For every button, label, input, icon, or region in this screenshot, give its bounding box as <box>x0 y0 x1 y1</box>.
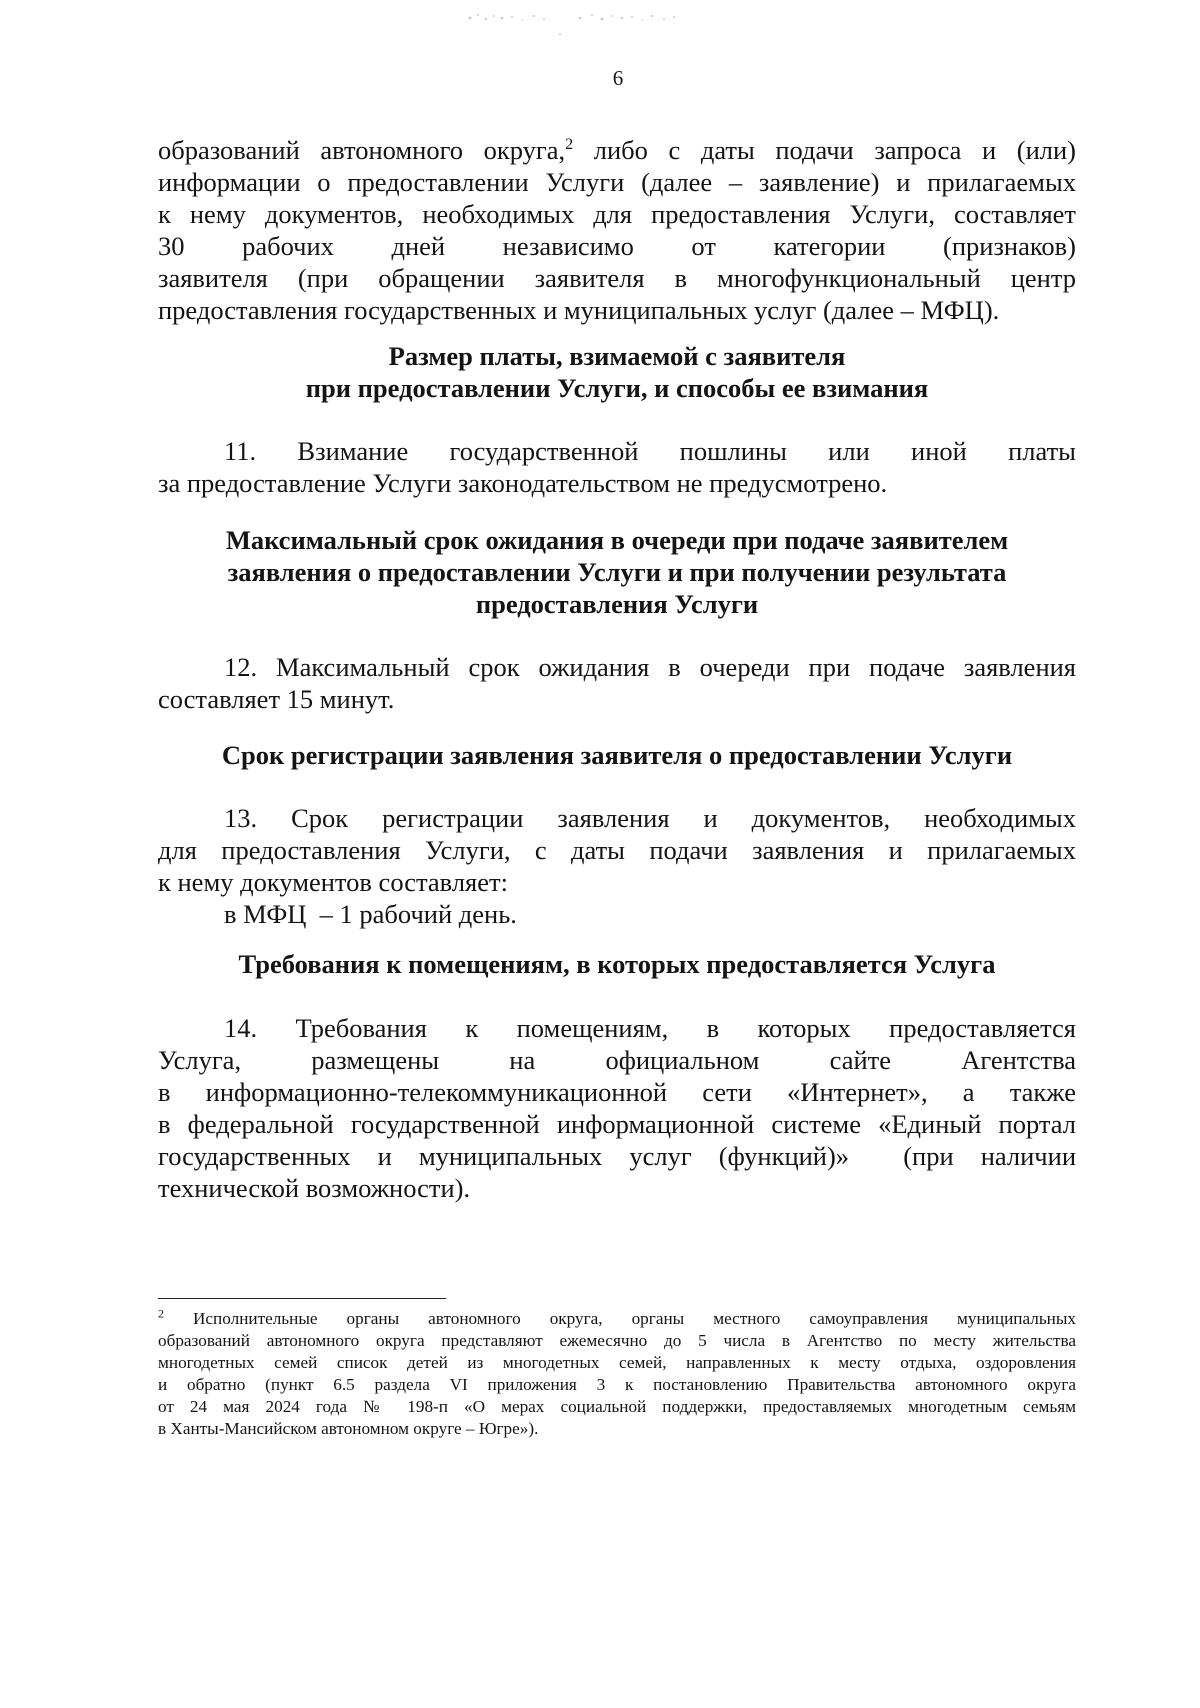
footnote-line-1-text: Исполнительные органы автономного округа, органы местного самоуправления муниципальных <box>164 1309 1076 1328</box>
paragraph-13-line-3: к нему документов составляет: <box>158 867 508 897</box>
intro-line-6: предоставления государственных и муниципальных услуг (далее – МФЦ). <box>158 295 1000 325</box>
heading-queue-line-3: предоставления Услуги <box>475 589 759 619</box>
intro-paragraph <box>158 134 1076 326</box>
intro-line-1 <box>158 134 1076 166</box>
paragraph-12-line-1: 12. Максимальный срок ожидания в очереди при подаче заявления <box>224 652 1076 682</box>
intro-line-2: информации о предоставлении Услуги (далее – заявление) и прилагаемых <box>158 167 1076 197</box>
paragraph-14 <box>158 1012 1076 1204</box>
section-heading-fee <box>158 340 1076 404</box>
footnote-line-2: образований автономного округа представляют ежемесячно до 5 числа в Агентство по месту жительства <box>158 1331 1076 1350</box>
paragraph-14-line-6: технической возможности). <box>158 1173 471 1203</box>
paragraph-11-line-2: за предоставление Услуги законодательством не предусмотрено. <box>158 468 888 498</box>
heading-premises-line: Требования к помещениям, в которых предоставляется Услуга <box>238 949 996 979</box>
paragraph-14-line-2: Услуга, размещены на официальном сайте Агентства <box>158 1045 1076 1075</box>
footnote-line-1 <box>158 1308 1076 1330</box>
paragraph-12 <box>158 651 1076 715</box>
paragraph-13 <box>158 802 1076 930</box>
footnote <box>158 1308 1076 1440</box>
heading-queue-line-1: Максимальный срок ожидания в очереди при подаче заявителем <box>225 525 1009 555</box>
footnote-line-3: многодетных семей список детей из многодетных семей, направленных к месту отдыха, оздоровления <box>158 1353 1076 1372</box>
paragraph-14-line-5: государственных и муниципальных услуг (функций)» (при наличии <box>158 1141 1076 1171</box>
scan-artifact <box>460 6 780 40</box>
heading-fee-line-1: Размер платы, взимаемой с заявителя <box>388 341 846 371</box>
paragraph-11 <box>158 435 1076 499</box>
paragraph-14-line-1: 14. Требования к помещениям, в которых предоставляется <box>224 1013 1076 1043</box>
paragraph-13-line-2: для предоставления Услуги, с даты подачи заявления и прилагаемых <box>158 835 1076 865</box>
intro-line-1-rest: либо с даты подачи запроса и (или) <box>573 135 1076 165</box>
intro-line-5: заявителя (при обращении заявителя в многофункциональный центр <box>158 263 1076 293</box>
heading-registration-line: Срок регистрации заявления заявителя о предоставлении Услуги <box>221 740 1013 770</box>
section-heading-premises <box>158 948 1076 980</box>
page-number: 6 <box>612 66 624 90</box>
intro-line-4: 30 рабочих дней независимо от категории (признаков) <box>158 231 1076 261</box>
section-heading-registration <box>158 739 1076 771</box>
footnote-line-6: в Ханты-Мансийском автономном округе – Югре»). <box>158 1419 539 1438</box>
footnote-separator <box>158 1298 446 1299</box>
intro-line-1-text: образований автономного округа, <box>158 135 566 165</box>
paragraph-12-line-2: составляет 15 минут. <box>158 684 395 714</box>
footnote-line-4: и обратно (пункт 6.5 раздела VI приложения 3 к постановлению Правительства автономного округа <box>158 1375 1076 1394</box>
footnote-line-5: от 24 мая 2024 года № 198-п «О мерах социальной поддержки, предоставляемых многодетным семьям <box>158 1397 1076 1416</box>
footnote-reference: 2 <box>565 136 574 154</box>
heading-fee-line-2: при предоставлении Услуги, и способы ее взимания <box>305 373 929 403</box>
section-heading-queue <box>158 524 1076 620</box>
footnote-marker: 2 <box>158 1306 164 1321</box>
paragraph-14-line-3: в информационно-телекоммуникационной сети «Интернет», а также <box>158 1077 1076 1107</box>
intro-line-3: к нему документов, необходимых для предоставления Услуги, составляет <box>158 199 1076 229</box>
paragraph-13-line-1: 13. Срок регистрации заявления и документов, необходимых <box>224 803 1076 833</box>
heading-queue-line-2: заявления о предоставлении Услуги и при получении результата <box>227 557 1007 587</box>
paragraph-13-line-4: в МФЦ – 1 рабочий день. <box>224 899 517 929</box>
paragraph-11-line-1: 11. Взимание государственной пошлины или иной платы <box>224 436 1076 466</box>
paragraph-14-line-4: в федеральной государственной информационной системе «Единый портал <box>158 1109 1076 1139</box>
